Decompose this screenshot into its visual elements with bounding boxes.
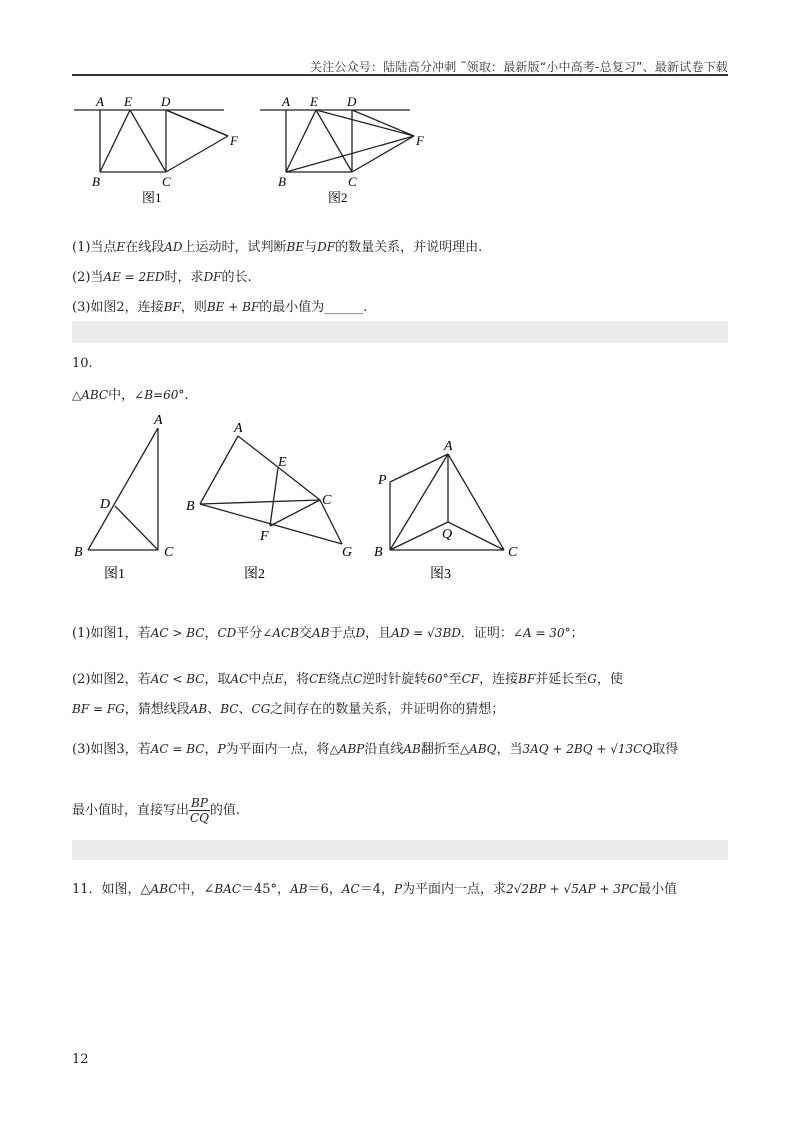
q10-figure-1 (66, 410, 186, 590)
q9-fig2-label-d: D (347, 94, 357, 109)
q10-fig3-label-c: C (508, 545, 518, 560)
q9-figure-2 (256, 90, 456, 210)
q10-fig3-label-b: B (374, 545, 383, 560)
q10-intro: △ABC中，∠B=60°. (72, 388, 189, 403)
q9-fig1-label-d: D (161, 94, 171, 109)
q10-fig2-label-c: C (322, 493, 332, 508)
answer-band-q10 (72, 840, 728, 860)
q9-figure-1 (70, 90, 270, 210)
fraction-bp-cq: $\frac{BP}{CQ}$ (189, 796, 209, 825)
q9-fig2-caption: 图2 (328, 190, 348, 205)
q10-fig3-label-a: A (444, 439, 453, 454)
q9-part-2: (2)当AE = 2ED时，求DF的长. (72, 270, 252, 285)
q9-fig2-label-e: E (310, 94, 318, 109)
q11-question: 11．如图，△ABC中，∠BAC＝45°，AB＝6，AC＝4，P为平面内一点，求2√2BP + √5AP + 3PC最小值 (72, 882, 678, 897)
q9-fig1-label-b: B (92, 174, 100, 189)
answer-band-q9 (72, 321, 728, 343)
q10-fig2-label-g: G (342, 545, 353, 560)
q10-part-2-line-1: (2)如图2，若AC < BC，取AC中点E，将CE绕点C逆时针旋转60°至CF，连接BF并延长至G，使 (72, 672, 623, 687)
q9-fig2-label-b: B (278, 174, 286, 189)
q10-figure-2 (180, 410, 370, 590)
q10-part-2-line-2: BF = FG，猜想线段AB、BC、CG之间存在的数量关系，并证明你的猜想； (72, 702, 505, 717)
q9-part-1: (1)当点E在线段AD上运动时，试判断BE与DF的数量关系，并说明理由. (72, 240, 483, 255)
q10-fig3-caption: 图3 (430, 567, 451, 582)
q9-fig2-label-a: A (282, 94, 290, 109)
q10-fig3-label-q: Q (442, 527, 453, 542)
q9-fig2-label-f: F (416, 133, 424, 148)
q10-fig2-label-a: A (234, 421, 243, 436)
q9-fig1-label-a: A (96, 94, 104, 109)
header-divider (72, 74, 728, 76)
q10-fig1-label-d: D (100, 497, 111, 512)
q10-fig1-caption: 图1 (104, 567, 125, 582)
q10-fig2-caption: 图2 (244, 567, 265, 582)
q10-fig3-label-p: P (378, 473, 387, 488)
q9-fig2-label-c: C (348, 174, 357, 189)
q9-fig1-caption: 图1 (142, 190, 162, 205)
q10-part-3-line-2: 最小值时，直接写出 $\frac{BP}{CQ}$ 的值. (72, 796, 241, 825)
q10-number: 10. (72, 356, 93, 371)
page-number: 12 (72, 1052, 89, 1067)
q9-part-3: (3)如图2，连接BF，则BE + BF的最小值为______. (72, 300, 368, 315)
q10-fig2-label-e: E (278, 455, 287, 470)
q10-figure-3 (370, 430, 530, 590)
q10-part-1: (1)如图1，若AC > BC，CD平分∠ACB交AB于点D，且AD = √3BD．证明：∠A = 30°； (72, 626, 584, 641)
q10-fig2-label-b: B (186, 499, 195, 514)
q10-fig2-label-f: F (260, 529, 269, 544)
q10-fig1-label-b: B (74, 545, 83, 560)
q10-fig1-label-a: A (154, 413, 163, 428)
page-header: 关注公众号：陆陆高分冲刺 ˜领取：最新版“小中高考-总复习”、最新试卷下载 (310, 60, 728, 74)
q9-fig1-label-c: C (162, 174, 171, 189)
q9-fig1-label-e: E (124, 94, 132, 109)
q10-part-3-line-1: (3)如图3，若AC = BC，P为平面内一点，将△ABP沿直线AB翻折至△ABQ，当3AQ + 2BQ + √13CQ取得 (72, 742, 679, 757)
q9-fig1-label-f: F (230, 133, 238, 148)
q10-fig1-label-c: C (164, 545, 174, 560)
